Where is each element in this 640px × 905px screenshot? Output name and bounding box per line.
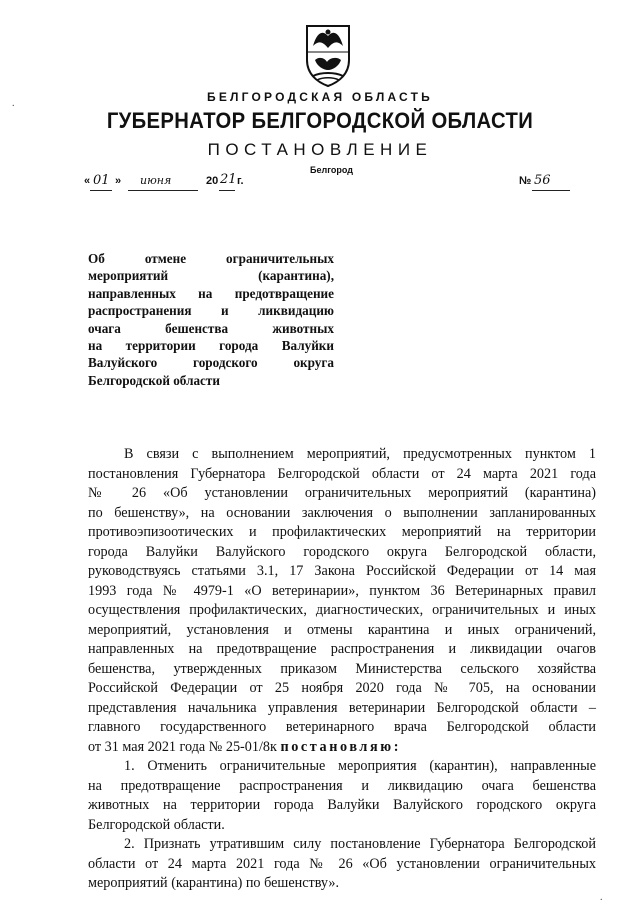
body-line: Белгородской области.: [88, 816, 225, 833]
body-line: № 26 «Об установлении ограничительных мероприятий (карантина): [88, 485, 596, 501]
title-line: очага бешенства животных: [88, 320, 334, 336]
date-open-quote: «: [84, 175, 91, 187]
body-line: мероприятий (карантина) по бешенству».: [88, 875, 340, 891]
body-line: на предотвращение распространения и ликвидацию очага бешенства: [88, 777, 596, 794]
governor-heading: ГУБЕРНАТОР БЕЛГОРОДСКОЙ ОБЛАСТИ: [106, 108, 534, 133]
document-title: [88, 250, 334, 389]
item-2-paragraph: [88, 835, 596, 894]
preamble-paragraph: [88, 445, 596, 757]
body-line: 2. Признать утратившим силу постановление Губернатора Белгородской: [124, 836, 596, 852]
coat-of-arms-icon: [303, 22, 353, 88]
city-name: Белгород: [310, 165, 353, 175]
title-line: распространения и ликвидацию: [88, 303, 334, 319]
date-month-underline: [128, 190, 198, 191]
number-label: №: [519, 175, 532, 187]
body-line: Российской Федерации от 25 ноября 2020 года № 705, на основании: [88, 680, 596, 696]
body-line: мероприятий, установления и отмены карантина и иных ограничений,: [88, 621, 596, 638]
title-line: на территории города Валуйки: [88, 338, 334, 354]
body-line: направленных на предотвращение распространения и ликвидации очагов: [88, 641, 596, 657]
scan-speck: .: [600, 892, 603, 903]
body-line: противоэпизоотических и профилактических мероприятий на территории: [88, 524, 596, 540]
document-type: ПОСТАНОВЛЕНИЕ: [207, 140, 433, 159]
date-year-underline: [219, 190, 235, 191]
body-line: [88, 738, 596, 758]
date-close-quote: »: [115, 175, 122, 187]
body-line: 1. Отменить ограничительные мероприятия (карантин), направленные: [124, 758, 596, 774]
body-line: области от 24 марта 2021 года № 26 «Об установлении ограничительных: [88, 855, 596, 872]
date-day-underline: [90, 190, 112, 191]
title-line: Об отмене ограничительных: [88, 251, 334, 266]
body-line: города Валуйки Валуйского городского округа Белгородской области,: [88, 543, 596, 560]
date-month: июня: [140, 174, 172, 187]
resolution-basis: от 31 мая 2021 года № 25-01/8к: [88, 738, 281, 755]
title-line: направленных на предотвращение: [88, 285, 334, 301]
item-1-paragraph: [88, 757, 596, 835]
document-number: 56: [534, 173, 551, 188]
body-line: представления начальника управления ветеринарии Белгородской области –: [88, 699, 596, 716]
region-name: БЕЛГОРОДСКАЯ ОБЛАСТЬ: [207, 90, 433, 104]
date-year-abbr: г.: [237, 175, 244, 187]
body-line: по бешенству», на основании заключения о выполнении запланированных: [88, 504, 596, 521]
decree-word: постановляю:: [280, 738, 402, 755]
title-line: Белгородской области: [88, 372, 220, 388]
date-year-prefix: 20: [206, 175, 219, 187]
number-underline: [532, 190, 570, 191]
body-line: постановления Губернатора Белгородской области от 24 марта 2021 года: [88, 465, 596, 482]
body-line: главного государственного ветеринарного врача Белгородской области: [88, 719, 596, 735]
body-line: животных на территории города Валуйки Валуйского городского округа: [88, 797, 596, 813]
body-line: В связи с выполнением мероприятий, предусмотренных пунктом 1: [124, 446, 596, 462]
body-line: руководствуясь статьями 3.1, 17 Закона Российской Федерации от 14 мая: [88, 563, 596, 579]
body-line: осуществления профилактических, диагностических, ограничительных и иных: [88, 602, 596, 618]
title-line: Валуйского городского округа: [88, 355, 334, 371]
date-day: 01: [93, 173, 110, 188]
scan-speck: .: [12, 98, 15, 109]
body-line: 1993 года № 4979-1 «О ветеринарии», пунктом 36 Ветеринарных правил: [88, 582, 596, 599]
body-line: бешенства, утвержденных приказом Министерства сельского хозяйства: [88, 660, 596, 677]
title-line: мероприятий (карантина),: [88, 268, 334, 284]
date-year-suffix: 21: [220, 172, 237, 187]
